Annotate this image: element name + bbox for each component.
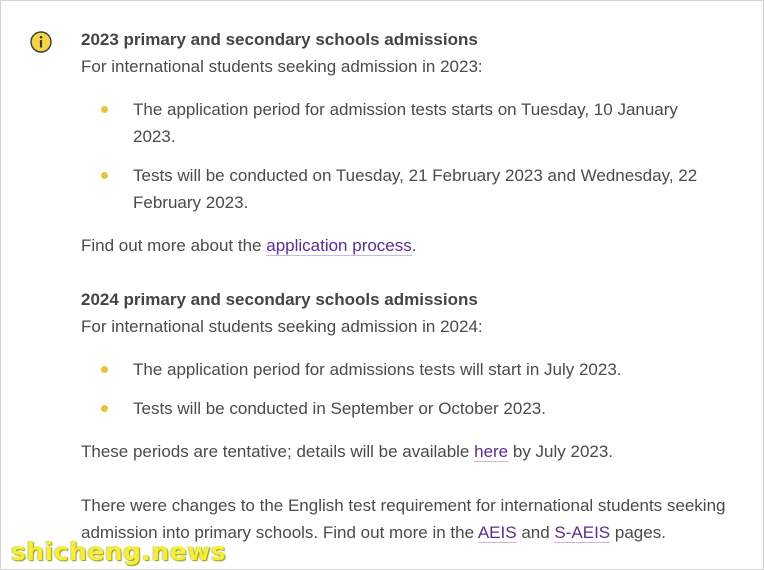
list-item-text: The application period for admission tests starts on Tuesday, 10 January 2023. (133, 100, 678, 146)
list-item (81, 96, 721, 150)
info-icon (30, 31, 52, 53)
aeis-link[interactable]: AEIS (477, 523, 517, 542)
changes-and: and (516, 523, 555, 542)
section-2024-bullets (81, 356, 721, 434)
list-item-text: Tests will be conducted in September or October 2023. (133, 399, 546, 418)
section-2024-title: 2024 primary and secondary schools admissions (81, 290, 478, 309)
section-2023-title: 2023 primary and secondary schools admissions (81, 30, 478, 49)
section-2023 (81, 26, 751, 80)
note-prefix: These periods are tentative; details will be available (81, 442, 475, 461)
changes-suffix: pages. (610, 523, 666, 542)
list-item (81, 162, 721, 216)
list-item-text: Tests will be conducted on Tuesday, 21 February 2023 and Wednesday, 22 February 2023. (133, 166, 698, 212)
changes-prefix: There were changes to the English test requirement for international students seeking admission into primary schools. Find out more in the (81, 496, 726, 542)
list-item (81, 356, 721, 383)
bullet-icon (101, 405, 108, 412)
section-2023-bullets (81, 96, 721, 228)
watermark-logo: shicheng.news (11, 537, 227, 566)
bullet-icon (101, 366, 108, 373)
section-2023-more (81, 232, 751, 259)
list-item-text: The application period for admissions tests will start in July 2023. (133, 360, 622, 379)
more-prefix: Find out more about the (81, 236, 267, 255)
list-item (81, 395, 721, 422)
section-2024-note (81, 438, 751, 465)
section-2024-intro: For international students seeking admission in 2024: (81, 317, 483, 336)
here-link[interactable]: here (474, 442, 509, 461)
section-2023-intro: For international students seeking admission in 2023: (81, 57, 483, 76)
note-suffix: by July 2023. (508, 442, 614, 461)
bullet-icon (101, 172, 108, 179)
section-2024 (81, 286, 751, 340)
bullet-icon (101, 106, 108, 113)
more-suffix: . (411, 236, 417, 255)
s-aeis-link[interactable]: S-AEIS (554, 523, 611, 542)
application-process-link[interactable]: application process (266, 236, 412, 255)
